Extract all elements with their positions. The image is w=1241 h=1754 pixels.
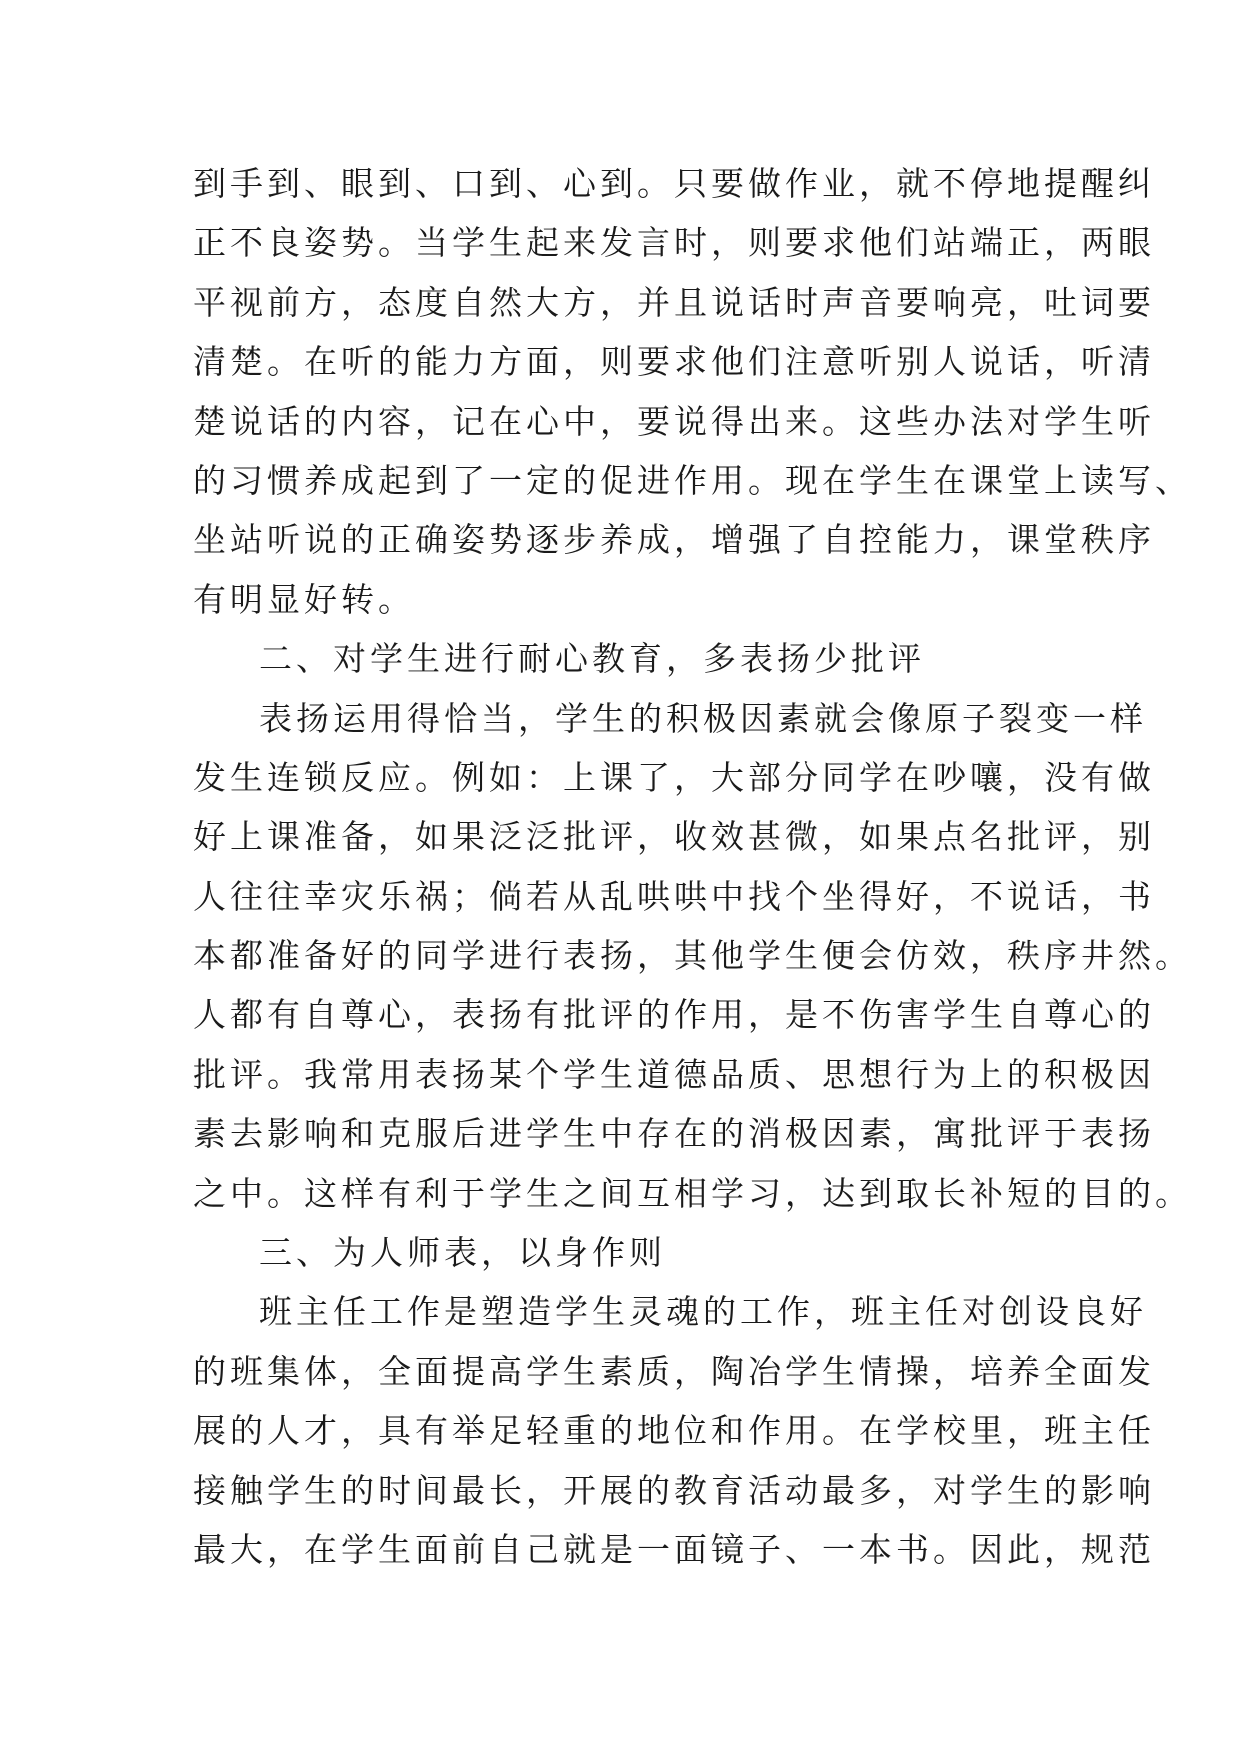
paragraph-line: 素去影响和克服后进学生中存在的消极因素，寓批评于表扬 [193, 1114, 1155, 1154]
paragraph-line: 正不良姿势。当学生起来发言时，则要求他们站端正，两眼 [193, 223, 1155, 263]
paragraph-line: 的习惯养成起到了一定的促进作用。现在学生在课堂上读写、 [193, 460, 1192, 500]
paragraph-line: 批评。我常用表扬某个学生道德品质、思想行为上的积极因 [193, 1054, 1155, 1094]
paragraph-line: 接触学生的时间最长，开展的教育活动最多，对学生的影响 [193, 1470, 1155, 1510]
paragraph-line: 到手到、眼到、口到、心到。只要做作业，就不停地提醒纠 [193, 164, 1155, 203]
paragraph-line: 之中。这样有利于学生之间互相学习，达到取长补短的目的。 [193, 1173, 1192, 1213]
paragraph-line: 的班集体，全面提高学生素质，陶冶学生情操，培养全面发 [193, 1351, 1155, 1391]
document-body [193, 154, 1192, 1579]
paragraph-line: 班主任工作是塑造学生灵魂的工作，班主任对创设良好 [259, 1292, 1147, 1332]
paragraph-line: 展的人才，具有举足轻重的地位和作用。在学校里，班主任 [193, 1411, 1155, 1451]
paragraph-line: 人都有自尊心，表扬有批评的作用，是不伤害学生自尊心的 [193, 995, 1155, 1035]
paragraph-line: 坐站听说的正确姿势逐步养成，增强了自控能力，课堂秩序 [193, 520, 1155, 560]
paragraph-line: 最大，在学生面前自己就是一面镜子、一本书。因此，规范 [193, 1529, 1155, 1569]
paragraph-line: 人往往幸灾乐祸；倘若从乱哄哄中找个坐得好，不说话，书 [193, 876, 1155, 916]
paragraph-line: 楚说话的内容，记在心中，要说得出来。这些办法对学生听 [193, 401, 1155, 441]
paragraph-line: 有明显好转。 [193, 579, 415, 619]
paragraph-line: 发生连锁反应。例如：上课了，大部分同学在吵嚷，没有做 [193, 757, 1155, 797]
paragraph-line: 本都准备好的同学进行表扬，其他学生便会仿效，秩序井然。 [193, 936, 1192, 976]
paragraph-line: 好上课准备，如果泛泛批评，收效甚微，如果点名批评，别 [193, 817, 1155, 857]
section-heading: 三、为人师表，以身作则 [259, 1233, 666, 1273]
paragraph-line: 表扬运用得恰当，学生的积极因素就会像原子裂变一样 [259, 698, 1147, 738]
paragraph-line: 清楚。在听的能力方面，则要求他们注意听别人说话，听清 [193, 342, 1155, 382]
paragraph-line: 平视前方，态度自然大方，并且说话时声音要响亮，吐词要 [193, 282, 1155, 322]
section-heading: 二、对学生进行耐心教育，多表扬少批评 [259, 639, 925, 679]
